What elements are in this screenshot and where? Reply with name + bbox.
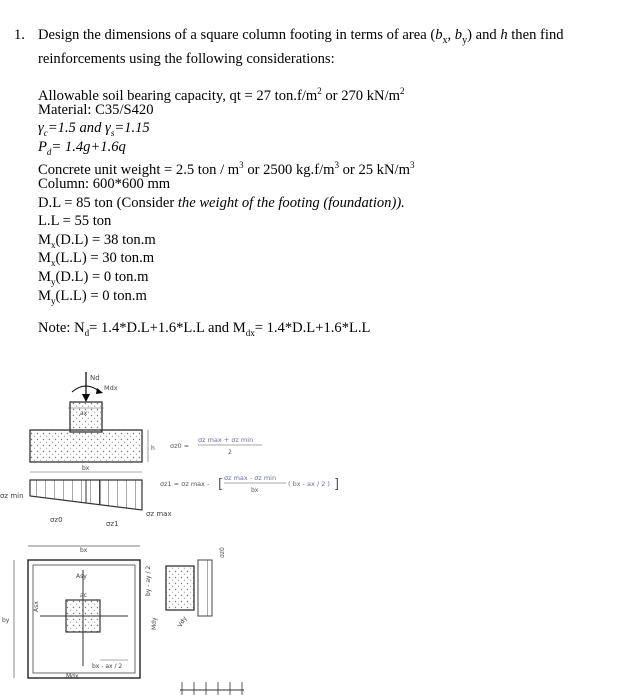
considerations-list [38, 82, 414, 305]
concrete-unit-weight: Concrete unit weight = 2.5 ton / $m^3$ or 2500 $kg.f/m^3$ or 25 $kN/m^3$ [38, 160, 415, 179]
h-var: h [500, 27, 508, 43]
sec-sigma-label: σz0 [219, 547, 226, 558]
material: Material: C35/S420 [38, 101, 154, 118]
eq2-lhs: σz1 = σz max - [160, 480, 210, 488]
soil-capacity: Allowable soil bearing capacity, qt = 27 $ton.f/m^2$ or 270 $kN/m^2$ [38, 86, 405, 104]
bx-var: b [435, 27, 443, 43]
h-label: h [151, 445, 155, 452]
note: Note: $N_d= 1.4*D.L+1.6*L.L$ and $M_{dx}= 1.4*D.L+1.6*L.L$ [38, 320, 371, 338]
footing-plan [2, 546, 140, 680]
dead-load: D.L = 85 ton (Consider the weight of the footing (foundation)). [38, 194, 405, 211]
sigma-z0-label: σz0 [50, 516, 63, 524]
mdx-label: Mdx [104, 384, 118, 392]
eq2-paren: ( bx - ax / 2 ) [288, 480, 330, 488]
safety-factors: $\gamma_c=1.5$ and $\gamma_s=1.15$ [38, 120, 150, 139]
moment-x-ll: $M_x(L.L) = 30$ ton.m [38, 250, 155, 269]
plan-by-label: by [2, 617, 10, 624]
sigma-zmax-label: σz max [146, 510, 172, 518]
eq1-lhs: σz0 = [170, 442, 190, 450]
plan-ac-label: ac [80, 592, 87, 599]
eq2-bracket-close: ] [334, 477, 340, 492]
column-size: Column: 600*600 mm [38, 175, 171, 192]
eq1-den: 2 [228, 449, 232, 456]
column-stub [70, 402, 102, 432]
sigma-zmin-label: σz min [0, 492, 24, 500]
plan-asy-label: Asy [76, 573, 87, 580]
moment-x-dl: $M_x(D.L) = 38$ ton.m [38, 231, 156, 250]
moment-y-dl: $M_y(D.L) = 0$ ton.m [38, 268, 149, 287]
sigma-z1-label: σz1 [106, 520, 119, 528]
footing-slab [30, 430, 142, 462]
bx-label: bx [82, 465, 90, 472]
sec-label: by - ay / 2 [145, 565, 152, 596]
plan-mdx-label: Mdx [66, 673, 79, 680]
eq2-bracket-open: [ [218, 477, 224, 492]
sec-mdy-label: Mdy [151, 617, 158, 630]
plan-half-label: bx - ax / 2 [92, 663, 123, 670]
y-section-slab [166, 566, 194, 610]
eq2-num: σz max - σz min [224, 474, 277, 482]
footing-figure [0, 360, 634, 695]
eq2-den: bx [251, 487, 259, 494]
plan-bx-label: bx [80, 547, 88, 554]
eq1-num: σz max + σz min [198, 436, 254, 444]
nd-label: Nd [90, 374, 100, 382]
moment-y-ll: $M_y(L.L) = 0$ ton.m [38, 287, 147, 306]
question-number: 1. [14, 27, 25, 43]
ax-label: ax [80, 410, 88, 417]
plan-asx-label: Asx [33, 601, 40, 612]
by-var: b [454, 27, 463, 43]
sec-vdy-label: Vdy [176, 615, 189, 629]
question-text: Design the dimensions of a square column footing in terms of area ($b_x$, $b_y$) and h then find reinforcements using the following considerations: [38, 27, 564, 67]
live-load: L.L = 55 ton [38, 213, 112, 230]
footing-section [0, 372, 172, 528]
pressure-equations [160, 436, 339, 494]
footing-y-section [145, 547, 244, 695]
design-load: $P_d= 1.4g+1.6q$ [38, 138, 126, 157]
